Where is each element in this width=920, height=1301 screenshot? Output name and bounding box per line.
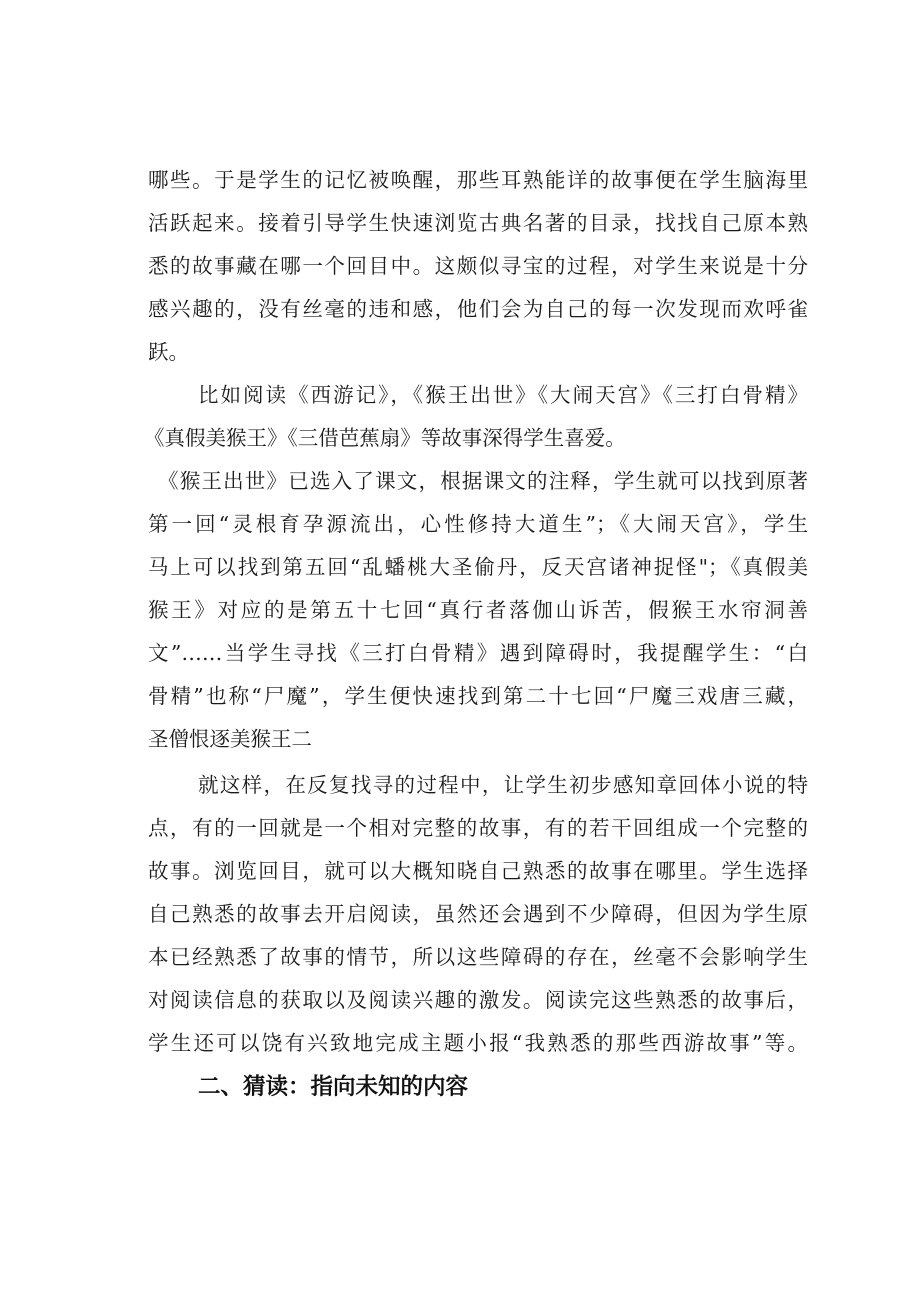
section-heading: 二、猜读：指向未知的内容 [198, 1074, 469, 1100]
text-line: 跃。 [148, 340, 189, 364]
text-line: 骨精”也称“尸魔”，学生便快速找到第二十七回“尸魔三戏唐三藏， [148, 684, 808, 708]
text-line: 故事。浏览回目，就可以大概知晓自己熟悉的故事在哪里。学生选择 [148, 859, 808, 883]
text-line: 点，有的一回就是一个相对完整的故事，有的若干回组成一个完整的 [148, 816, 808, 840]
text-line: 哪些。于是学生的记忆被唤醒，那些耳熟能详的故事便在学生脑海里 [148, 168, 808, 192]
text-line: 《真假美猴王》《三借芭蕉扇》等故事深得学生喜爱。 [144, 426, 626, 450]
text-line: 就这样，在反复找寻的过程中，让学生初步感知章回体小说的特 [198, 773, 808, 797]
text-line: 活跃起来。接着引导学生快速浏览古典名著的目录，找找自己原本熟 [148, 211, 808, 235]
text-line: 圣僧恨逐美猴王二 [148, 727, 312, 751]
text-line: 马上可以找到第五回“乱蟠桃大圣偷丹，反天宫诸神捉怪"；《真假美 [148, 555, 808, 579]
text-line: 学生还可以饶有兴致地完成主题小报“我熟悉的那些西游故事”等。 [148, 1031, 808, 1055]
text-line: 本已经熟悉了故事的情节，所以这些障碍的存在，丝毫不会影响学生 [148, 945, 808, 969]
text-line: 比如阅读《西游记》，《猴王出世》《大闹天宫》《三打白骨精》 [198, 383, 808, 407]
text-line: 自己熟悉的故事去开启阅读，虽然还会遇到不少障碍，但因为学生原 [148, 902, 808, 926]
text-line: 猴王》对应的是第五十七回“真行者落伽山诉苦，假猴王水帘洞善 [148, 598, 808, 622]
text-line: 第一回“灵根育孕源流出，心性修持大道生”；《大闹天宫》，学生 [148, 512, 808, 536]
text-line: 感兴趣的，没有丝毫的违和感，他们会为自己的每一次发现而欢呼雀 [148, 297, 808, 321]
text-line: 对阅读信息的获取以及阅读兴趣的激发。阅读完这些熟悉的故事后， [148, 988, 808, 1012]
text-line: 文”……当学生寻找《三打白骨精》遇到障碍时，我提醒学生：“白 [148, 641, 808, 665]
text-line: 悉的故事藏在哪一个回目中。这颇似寻宝的过程，对学生来说是十分 [148, 254, 808, 278]
text-line: 《猴王出世》已选入了课文，根据课文的注释，学生就可以找到原著 [158, 469, 808, 493]
